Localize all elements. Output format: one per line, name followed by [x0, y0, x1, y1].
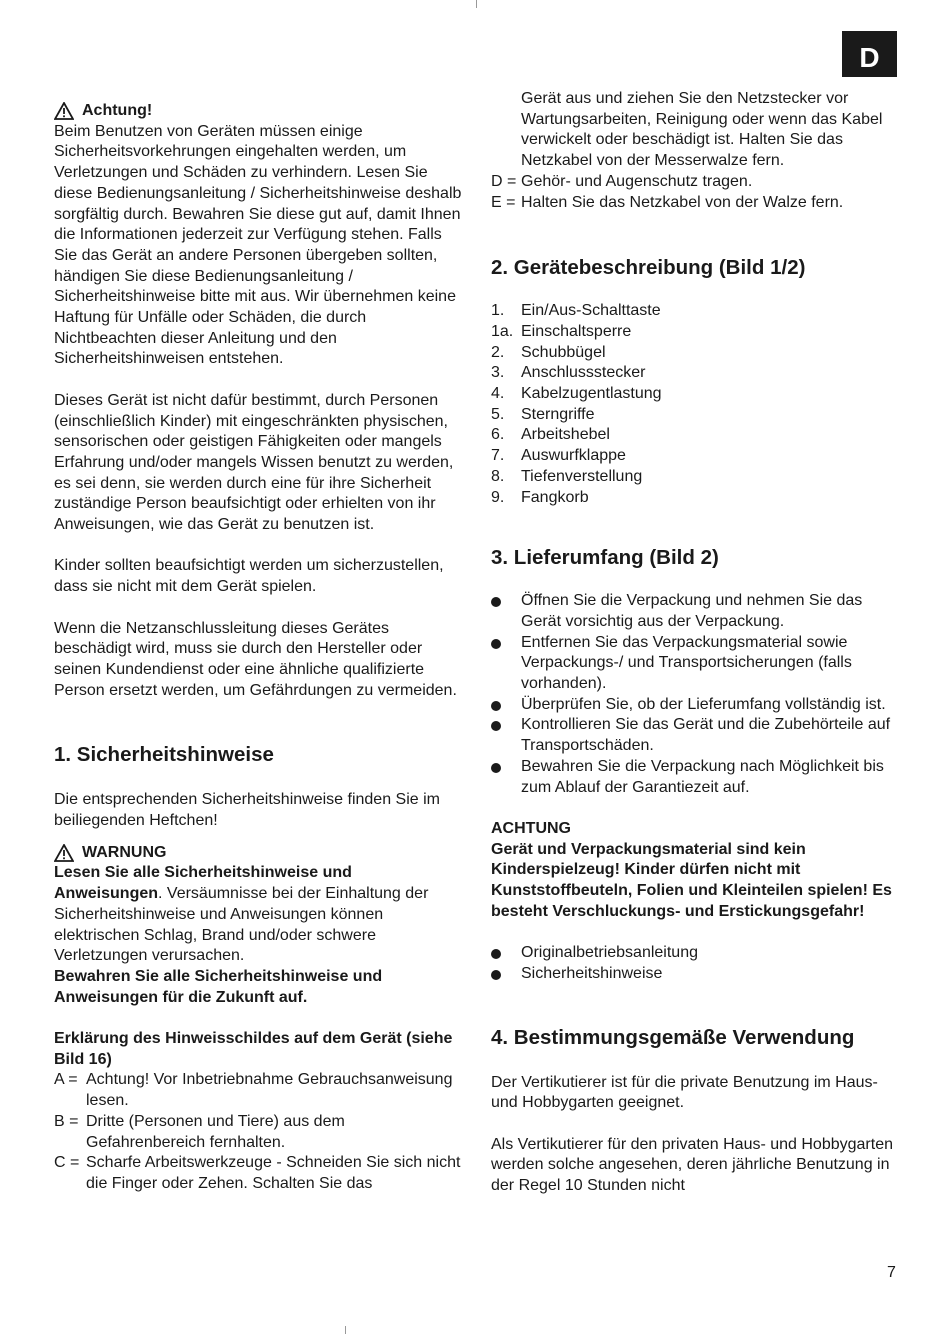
bullet-dot-icon: [491, 964, 521, 985]
warning-triangle-icon: [54, 844, 74, 862]
part-item: 2. Schubbügel: [491, 343, 606, 361]
crop-mark: [345, 1326, 346, 1334]
sign-item-e: E = Halten Sie das Netzkabel von der Walze fern.: [491, 193, 844, 211]
part-item: 3. Anschlussstecker: [491, 364, 646, 382]
achtung-warning-text: Gerät und Verpackungsmaterial sind kein Kinderspielzeug! Kinder dürfen nicht mit Kunststoffbeuteln, Folien und Kleinteilen spielen! Es besteht Verschluckungs- und Erstickungsgefahr!: [491, 840, 892, 920]
achtung-heading: [54, 101, 464, 122]
usage-text-2: Als Vertikutierer für den privaten Haus- und Hobbygarten werden solche angesehen, deren jährliche Benutzung in der Regel 10 Stunden nicht: [491, 1135, 893, 1195]
contents-bullet: Originalbetriebsanleitung: [491, 943, 901, 964]
delivery-bullet: Überprüfen Sie, ob der Lieferumfang vollständig ist.: [491, 695, 901, 716]
bullet-dot-icon: [491, 695, 521, 716]
part-item: 1. Ein/Aus-Schalttaste: [491, 302, 661, 320]
section-heading-1: 1. Sicherheitshinweise: [54, 743, 274, 767]
bullet-dot-icon: [491, 633, 521, 695]
sign-item-d: D = Gehör- und Augenschutz tragen.: [491, 172, 753, 190]
paragraph-persons: Dieses Gerät ist nicht dafür bestimmt, durch Personen (einschließlich Kinder) mit eingeschränkten physischen, sensorischen oder geistigen Fähigkeiten oder mangels Erfahrung und/oder mangels Wissen benutzt zu werden, es sei denn, sie werden durch eine für ihre Sicherheit zuständige Person beaufsichtigt oder erhielten von ihr Anweisungen, wie das Gerät zu benutzen ist.: [54, 391, 454, 534]
part-item: 1a. Einschaltsperre: [491, 322, 632, 340]
part-item: 9. Fangkorb: [491, 488, 589, 506]
delivery-bullet: Kontrollieren Sie das Gerät und die Zubehörteile auf Transportschäden.: [491, 715, 901, 756]
warnung-bold: Lesen Sie alle Sicherheitshinweise und Anweisungen: [54, 864, 352, 903]
sign-item-a: A = Achtung! Vor Inbetriebnahme Gebrauchsanweisung lesen.: [54, 1071, 453, 1110]
section-heading-3: 3. Lieferumfang (Bild 2): [491, 546, 719, 570]
part-item: 8. Tiefenverstellung: [491, 467, 643, 485]
bullet-dot-icon: [491, 715, 521, 756]
paragraph-children: Kinder sollten beaufsichtigt werden um sicherzustellen, dass sie nicht mit dem Gerät spielen.: [54, 557, 444, 596]
right-column: [491, 89, 901, 1197]
erklaerung-title: Erklärung des Hinweisschildes auf dem Gerät (siehe Bild 16): [54, 1030, 453, 1068]
sign-item-b: B = Dritte (Personen und Tiere) aus dem Gefahrenbereich fernhalten.: [54, 1112, 345, 1151]
crop-mark: [476, 0, 477, 8]
bullet-dot-icon: [491, 591, 521, 632]
sign-item-c: C = Scharfe Arbeitswerkzeuge - Schneiden Sie sich nicht die Finger oder Zehen. Schalten Sie das: [54, 1154, 461, 1192]
bullet-dot-icon: [491, 943, 521, 964]
warnung-title: WARNUNG: [82, 843, 167, 861]
warnung-keep-note: Bewahren Sie alle Sicherheitshinweise und Anweisungen für die Zukunft auf.: [54, 967, 383, 1006]
delivery-bullet: Öffnen Sie die Verpackung und nehmen Sie das Gerät vorsichtig aus der Verpackung.: [491, 591, 901, 632]
contents-bullet: Sicherheitshinweise: [491, 964, 901, 985]
warning-triangle-icon: [54, 102, 74, 120]
warnung-heading: [54, 843, 464, 864]
warnung-body: . Versäumnisse bei der Einhaltung der Sicherheitshinweise und Anweisungen können elektrischen Schlag, Brand und/oder schwere Verletzungen verursachen.: [54, 885, 429, 965]
warnung-text: [54, 863, 464, 967]
page-number: 7: [887, 1264, 896, 1281]
section1-text: Die entsprechenden Sicherheitshinweise finden Sie im beiliegenden Heftchen!: [54, 791, 440, 830]
paragraph-cable: Wenn die Netzanschlussleitung dieses Gerätes beschädigt wird, muss sie durch den Hersteller oder seinen Kundendienst oder eine ähnliche qualifizierte Person ersetzt werden, um Gefährdungen zu vermeiden.: [54, 619, 457, 699]
delivery-bullet: Entfernen Sie das Verpackungsmaterial sowie Verpackungs-/ und Transportsicherungen (falls vorhanden).: [491, 633, 901, 695]
achtung-label: ACHTUNG: [491, 819, 571, 837]
section-heading-2: 2. Gerätebeschreibung (Bild 1/2): [491, 256, 806, 280]
achtung-text: Beim Benutzen von Geräten müssen einige Sicherheitsvorkehrungen eingehalten werden, um Verletzungen und Schäden zu verhindern. Lesen Sie diese Bedienungsanleitung / Sicherheitshinweise deshalb sorgfältig durch. Bewahren Sie diese gut auf, damit Ihnen die Informationen jederzeit zur Verfügung stehen. Falls Sie das Gerät an andere Personen übergeben sollten, händigen Sie diese Bedienungsanleitung / Sicherheitshinweise bitte mit aus. Wir übernehmen keine Haftung für Unfälle oder Schäden, die durch Nichtbeachten dieser Anleitung und den Sicherheitshinweisen entstehen.: [54, 122, 462, 368]
achtung-title: Achtung!: [82, 102, 153, 119]
part-item: 5. Sterngriffe: [491, 405, 595, 423]
language-badge: D: [842, 31, 897, 77]
section-heading-4: 4. Bestimmungsgemäße Verwendung: [491, 1025, 855, 1049]
part-item: 4. Kabelzugentlastung: [491, 385, 662, 403]
part-item: 7. Auswurfklappe: [491, 447, 626, 465]
bullet-dot-icon: [491, 757, 521, 798]
sign-item-c-continued: Gerät aus und ziehen Sie den Netzstecker vor Wartungsarbeiten, Reinigung oder wenn das Kabel verwickelt oder beschädigt ist. Halten Sie das Netzkabel von der Messerwalze fern.: [521, 90, 883, 170]
usage-text-1: Der Vertikutierer ist für die private Benutzung im Haus- und Hobbygarten geeignet.: [491, 1073, 878, 1112]
delivery-bullet: Bewahren Sie die Verpackung nach Möglichkeit bis zum Ablauf der Garantiezeit auf.: [491, 757, 901, 798]
left-column: [54, 101, 464, 1195]
part-item: 6. Arbeitshebel: [491, 426, 610, 444]
